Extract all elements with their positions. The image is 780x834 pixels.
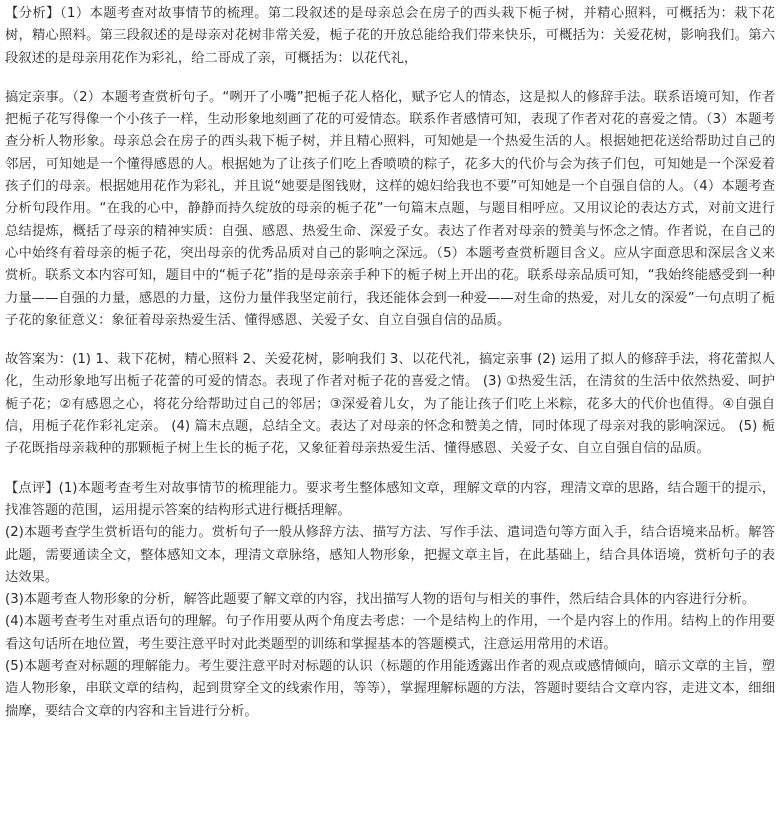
comment-paragraph-2: (2)本题考查学生赏析语句的能力。赏析句子一般从修辞方法、描写方法、写作手法、遣词造句等方面入手，结合语境来品析。解答此题，需要通读全文，整体感知文本，理清文章脉络，感知人物形象，把握文章主旨，在此基础上，结合具体语境，赏析句子的表达效果。: [5, 525, 775, 585]
analysis-paragraph-1: 【分析】（1）本题考查对故事情节的梳理。第二段叙述的是母亲总会在房子的西头栽下栀子树，并精心照料，可概括为：栽下花树，精心照料。第三段叙述的是母亲对花树非常关爱，栀子花的开放总能给我们带来快乐，可概括为：关爱花树，影响我们。第六段叙述的是母亲用花作为彩礼，给二哥成了亲，可概括为：以花代礼，: [5, 6, 775, 66]
answer-paragraph: 故答案为：(1) 1、栽下花树，精心照料 2、关爱花树，影响我们 3、以花代礼，搞定亲事 (2) 运用了拟人的修辞手法，将花蕾拟人化，生动形象地写出栀子花蕾的可爱的情态。表现了作者对栀子花的喜爱之情。 (3) ①热爱生活，在清贫的生活中依然热爱、呵护栀子花；②有感恩之心，将花分给帮助过自己的邻居；③深爱着儿女，为了能让孩子们吃上米粽，花多大的代价也值得。④自强自信，用栀子花作彩礼定亲。 (4) 篇末点题，总结全文。表达了对母亲的怀念和赞美之情，同时体现了母亲对我的影响深远。 (5) 栀子花既指母亲栽种的那颗栀子树上生长的栀子花，又象征着母亲热爱生活、懂得感恩、关爱子女、自立自强自信的品质。: [5, 352, 775, 457]
comment-paragraph-3: (3)本题考查人物形象的分析，解答此题要了解文章的内容，找出描写人物的语句与相关的事件，然后结合具体的内容进行分析。: [5, 592, 756, 608]
analysis-paragraph-2: 搞定亲事。（2）本题考查赏析句子。“咧开了小嘴”把栀子花人格化，赋予它人的情态，这是拟人的修辞手法。联系语境可知，作者把栀子花写得像一个小孩子一样，生动形象地刻画了花的可爱情态。联系作者感情可知，表现了作者对花的喜爱之情。（3）本题考查分析人物形象。母亲总会在房子的西头栽下栀子树，并且精心照料，可知她是一个热爱生活的人。根据她把花送给帮助过自己的邻居，可知她是一个懂得感恩的人。根据她为了让孩子们吃上香喷喷的粽子，花多大的代价与会为孩子们包，可知她是一个深爱着孩子们的母亲。根据她用花作为彩礼，并且说“她要是图钱财，这样的媳妇给我也不要”可知她是一个自强自信的人。（4）本题考查分析句段作用。“在我的心中，静静而持久绽放的母亲的栀子花”一句篇末点题，与题目相呼应。又用议论的表达方式，对前文进行总结提炼，概括了母亲的精神实质：自强、感恩、热爱生命、深爱子女。表达了作者对母亲的赞美与怀念之情。作者说，在自己的心中始终有着母亲的栀子花，突出母亲的优秀品质对自己的影响之深远。（5）本题考查赏析题目含义。应从字面意思和深层含义来赏析。联系文本内容可知，题目中的“栀子花”指的是母亲亲手种下的栀子树上开出的花。联系母亲品质可知，“我始终能感受到一种力量——自强的力量，感恩的力量，这份力量伴我坚定前行，我还能体会到一种爱——对生命的热爱，对儿女的深爱”一句点明了栀子花的象征意义：象征着母亲热爱生活、懂得感恩、关爱子女、自立自强自信的品质。: [5, 89, 775, 328]
comment-paragraph-1: 【点评】(1)本题考查考生对故事情节的梳理能力。要求考生整体感知文章，理解文章的内容，理清文章的思路，结合题干的提示，找准答题的范围，运用提示答案的结构形式进行概括理解。: [5, 480, 775, 518]
comment-paragraph-4: (4)本题考查考生对重点语句的理解。句子作用要从两个角度去考虑：一个是结构上的作用，一个是内容上的作用。结构上的作用要看这句话所在地位置，考生要注意平时对此类题型的训练和掌握基本的答题模式，注意运用常用的术语。: [5, 614, 775, 652]
comment-paragraph-5: (5)本题考查对标题的理解能力。考生要注意平时对标题的认识（标题的作用能透露出作者的观点或感情倾向，暗示文章的主旨，塑造人物形象，串联文章的结构，起到贯穿全文的线索作用，等等），掌握理解标题的方法，答题时要结合文章内容，走进文本，细细揣摩，要结合文章的内容和主旨进行分析。: [5, 659, 775, 719]
